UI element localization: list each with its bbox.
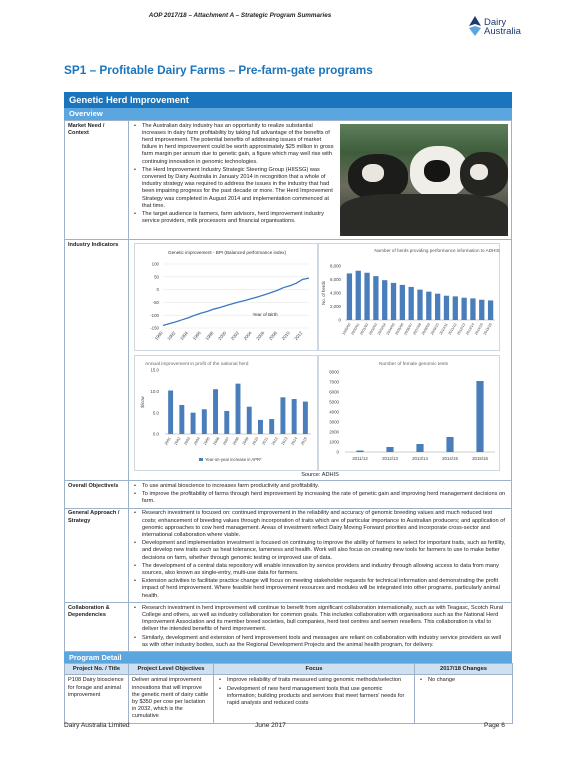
table-row bbox=[65, 675, 513, 723]
x-tick-label: 2012/13 bbox=[456, 322, 467, 336]
y-tick-label: 3000 bbox=[329, 419, 339, 425]
x-tick-label: 2014/15 bbox=[473, 322, 484, 336]
chart-bpi-box bbox=[134, 243, 318, 351]
column-header: Focus bbox=[214, 664, 415, 675]
y-tick-label: 0 bbox=[336, 449, 339, 455]
y-tick-label: 100 bbox=[151, 261, 159, 267]
x-tick-label: 1992 bbox=[166, 329, 177, 341]
program-summary bbox=[64, 92, 512, 724]
y-tick-label: 5.0 bbox=[152, 409, 159, 415]
herds-bar bbox=[470, 298, 475, 320]
y-tick-label: 0 bbox=[156, 286, 159, 292]
objectives-content bbox=[129, 481, 512, 509]
x-tick-label: 2015/16 bbox=[482, 322, 493, 336]
y-tick-label: 10.0 bbox=[150, 388, 159, 394]
y-tick-label: 8,000 bbox=[330, 263, 341, 269]
chart-profit-box bbox=[134, 355, 318, 471]
x-tick-label: 2014/15 bbox=[442, 455, 458, 461]
x-tick-label: 2012 bbox=[271, 436, 279, 446]
column-header: Project Level Objectives bbox=[129, 664, 214, 675]
profit-bar bbox=[247, 406, 252, 433]
genomic-test-bar bbox=[386, 447, 393, 452]
approach-list bbox=[132, 510, 508, 599]
genomic-test-bar bbox=[476, 381, 483, 452]
y-axis-title: $/cow bbox=[140, 395, 145, 408]
genomic-test-bar bbox=[356, 450, 363, 452]
y-tick-label: 8000 bbox=[329, 369, 339, 375]
herds-bar bbox=[373, 276, 378, 320]
y-tick-label: 4,000 bbox=[330, 290, 341, 296]
list-item: • The target audience is farmers, farm advisors, herd improvement industry service providers, milk processors and financial organisations. bbox=[132, 211, 508, 225]
project-title-cell: P108 Dairy bioscience for forage and animal improvement bbox=[65, 675, 129, 723]
collaboration-row bbox=[65, 603, 512, 652]
x-tick-label: 1998 bbox=[204, 329, 215, 341]
profit-bar bbox=[202, 409, 207, 434]
x-tick-label: 2004/05 bbox=[385, 322, 396, 336]
legend-label: Year-on-year increase in APR* bbox=[205, 456, 262, 462]
list-item: • The development of a central data repository will enable innovation by service providers and industry through allowing access to data from many sources, also known as single-entry, multi-use data for farmers. bbox=[132, 563, 508, 577]
herds-bar bbox=[417, 289, 422, 319]
y-tick-label: -100 bbox=[150, 312, 159, 318]
list-item: • Research investment in herd improvement will continue to benefit from significant collaboration internationally, such as with Teagasc, Scotch Rural College and others, as well as industry collaboration for common goals. This includes collaboration with organisations such as the National Herd Improvement Association and its member breed societies, bull companies, herd test centres and semen resellers. This collaboration is vital to deliver the intended benefits of herd improvement. bbox=[132, 605, 508, 634]
logo-mark-icon bbox=[468, 16, 482, 36]
genomic-test-bar bbox=[416, 444, 423, 452]
x-tick-label: 2004 bbox=[242, 329, 253, 341]
footer-org: Dairy Australia Limited bbox=[64, 722, 130, 729]
x-tick-label: 2001/02 bbox=[359, 322, 370, 336]
list-item: • No change bbox=[418, 677, 509, 684]
x-tick-label: 2012 bbox=[293, 329, 304, 341]
market-need-row bbox=[65, 121, 512, 240]
project-focus-cell bbox=[214, 675, 415, 723]
x-tick-label: 2000/01 bbox=[350, 322, 361, 336]
list-item: • Improve reliability of traits measured using genomic methods/selection bbox=[217, 677, 411, 684]
x-tick-label: 2010 bbox=[280, 329, 291, 341]
x-tick-label: 2010/11 bbox=[438, 322, 449, 336]
profit-bar bbox=[236, 383, 241, 433]
herds-bar bbox=[488, 300, 493, 320]
x-tick-label: 2014 bbox=[290, 436, 299, 446]
objectives-row bbox=[65, 481, 512, 509]
list-item: • Research investment is focused on: continued improvement in the reliability and accuracy of genomic breeding values and much reduced test costs; enhancement of breeding values through incorporation of traits which are of particular importance to Australian producers; and application of genomic approaches to cow herd management. Areas of investment reflect Dairy Moving Forward priorities and incorporate cross-sector and international collaboration where viable. bbox=[132, 510, 508, 539]
profit-bar bbox=[292, 399, 297, 434]
herds-bar bbox=[364, 272, 369, 319]
document-header-title: AOP 2017/18 – Attachment A – Strategic Program Summaries bbox=[148, 12, 332, 19]
y-tick-label: 2000 bbox=[329, 429, 339, 435]
x-tick-label: 2003 bbox=[183, 436, 192, 446]
x-tick-label: 2009/10 bbox=[429, 322, 440, 336]
y-tick-label: 6000 bbox=[329, 389, 339, 395]
y-tick-label: 6,000 bbox=[330, 276, 341, 282]
y-tick-label: 2,000 bbox=[330, 303, 341, 309]
herds-bar bbox=[453, 296, 458, 320]
herds-bar bbox=[391, 282, 396, 319]
x-tick-label: 2000 bbox=[217, 329, 228, 341]
herds-bar bbox=[435, 293, 440, 319]
list-item: • To use animal bioscience to increases farm productivity and profitability. bbox=[132, 483, 508, 490]
y-tick-label: -150 bbox=[150, 325, 159, 331]
industry-indicators-content bbox=[129, 240, 512, 481]
list-item: • Development and implementation investment is focused on continuing to improve the ability of farmers to select for important traits, such as fertility, and develop new traits such as heat tolerance, lameness and health. Work will also focus on creating new tools for farmers to use to make better decisions on farm, whether through genomic testing or improved use of data. bbox=[132, 540, 508, 562]
profit-bar bbox=[179, 404, 184, 433]
x-tick-label: 2009 bbox=[241, 436, 250, 446]
profit-bar bbox=[224, 410, 229, 433]
x-tick-label: 2005 bbox=[202, 436, 211, 446]
x-tick-label: 2001 bbox=[164, 436, 172, 446]
x-tick-label: 1994 bbox=[179, 329, 190, 341]
list-item: • Extension activities to facilitate practice change will focus on meeting stakeholder requests for technical information and demonstrating the profit impact of herd improvement. Where feasible herd improvement resources and modules will be integrated into other programs, particularly animal health. bbox=[132, 578, 508, 600]
collaboration-content bbox=[129, 603, 512, 652]
x-tick-label: 2008 bbox=[232, 436, 240, 446]
profit-bar bbox=[213, 389, 218, 434]
x-tick-label: 2003/04 bbox=[376, 322, 387, 336]
program-detail-band: Program Detail bbox=[64, 652, 512, 663]
industry-indicators-row bbox=[65, 240, 512, 481]
y-tick-label: 1000 bbox=[329, 439, 339, 445]
x-tick-label: 2006 bbox=[212, 436, 221, 446]
genomic-test-bar bbox=[446, 437, 453, 452]
market-need-list bbox=[132, 123, 508, 226]
profit-bar bbox=[191, 412, 196, 433]
x-tick-label: 1990 bbox=[153, 329, 164, 341]
x-tick-label: 2006 bbox=[255, 329, 266, 341]
x-tick-label: 2012/13 bbox=[382, 455, 398, 461]
chart-herds-box bbox=[318, 243, 500, 351]
bpi-series-line bbox=[163, 278, 309, 325]
x-tick-label: 2015/16 bbox=[472, 455, 488, 461]
approach-label: General Approach / Strategy bbox=[65, 508, 129, 602]
footer-page: Page 6 bbox=[484, 722, 505, 729]
y-tick-label: -50 bbox=[152, 299, 159, 305]
x-tick-label: 2011/12 bbox=[352, 455, 368, 461]
focus-list bbox=[217, 677, 411, 707]
herds-bar bbox=[479, 299, 484, 319]
profit-bar bbox=[168, 390, 173, 434]
dairy-australia-logo bbox=[468, 16, 538, 40]
chart-title: Annual improvement in profit of the national herd bbox=[145, 361, 249, 367]
x-tick-label: 2005/06 bbox=[394, 322, 405, 336]
table-header-row bbox=[65, 664, 513, 675]
industry-indicators-label: Industry Indicators bbox=[65, 240, 129, 481]
y-tick-label: 0.0 bbox=[152, 431, 159, 437]
x-tick-label: 2004 bbox=[193, 436, 201, 446]
logo-line-2: Australia bbox=[484, 26, 521, 37]
objectives-list bbox=[132, 483, 508, 506]
x-tick-label: 2013 bbox=[280, 436, 289, 446]
x-tick-label: 2007/08 bbox=[412, 322, 423, 336]
profit-bar bbox=[258, 419, 263, 433]
list-item: • The Australian dairy industry has an opportunity to realize substantial increases in dairy farm profitability by taking full advantage of the benefits of herd improvement. The potential benefits of addressing issues of market failure in herd improvement could be worth approximately $25 million in gross farm margin per annum due to genetic gain, a figure which may well rise with continuing innovation in genomic technologies. bbox=[132, 123, 508, 166]
collaboration-list bbox=[132, 605, 508, 649]
collaboration-label: Collaboration & Dependencies bbox=[65, 603, 129, 652]
project-changes-cell bbox=[415, 675, 513, 723]
herds-bar bbox=[409, 286, 414, 319]
list-item: • Similarly, development and extension of herd improvement tools and messages are reliant on collaboration with industry service providers as well as with other industry bodies, such as the Regional Development Projects and the animal health program, for delivery. bbox=[132, 635, 508, 649]
x-tick-label: 2008 bbox=[267, 329, 279, 341]
profit-bar bbox=[269, 419, 274, 434]
logo-text bbox=[484, 18, 521, 36]
approach-content bbox=[129, 508, 512, 602]
list-item: • Development of new herd management tools that use genomic information; building products and services that meet farmers' needs for rapid analysis and reduced costs bbox=[217, 686, 411, 708]
chart-title: Genetic improvement - BPI (Balanced performance index) bbox=[168, 249, 286, 255]
project-objectives-cell: Deliver animal improvement innovations that will improve the genetic merit of dairy cattle by $350 per cow per lactation in 2032, which is the cumulative bbox=[129, 675, 214, 723]
chart-genomic-box bbox=[318, 355, 500, 471]
herds-bar bbox=[400, 284, 405, 319]
x-tick-label: 2002 bbox=[173, 436, 182, 446]
indicator-charts bbox=[134, 243, 500, 471]
herds-bar bbox=[426, 291, 431, 319]
changes-list bbox=[418, 677, 509, 684]
x-tick-label: 2013/14 bbox=[412, 455, 428, 461]
column-header: 2017/18 Changes bbox=[415, 664, 513, 675]
profit-bar bbox=[303, 401, 308, 433]
y-tick-label: 50 bbox=[154, 273, 159, 279]
herds-bar bbox=[444, 295, 449, 319]
legend-swatch bbox=[199, 458, 203, 461]
x-axis-title: Year of Birth bbox=[252, 311, 278, 317]
y-tick-label: 15.0 bbox=[150, 367, 159, 373]
x-tick-label: 2002 bbox=[229, 329, 240, 341]
chart-profit bbox=[135, 356, 319, 472]
x-tick-label: 2006/07 bbox=[403, 322, 414, 336]
x-tick-label: 2002/03 bbox=[368, 322, 379, 336]
overview-band: Overview bbox=[64, 108, 512, 120]
objectives-label: Overall Objective/s bbox=[65, 481, 129, 509]
x-tick-label: 2008/09 bbox=[421, 322, 432, 336]
x-tick-label: 2010 bbox=[251, 436, 260, 446]
x-tick-label: 2011 bbox=[261, 436, 270, 446]
x-tick-label: 2015 bbox=[300, 436, 308, 446]
x-tick-label: 1999/00 bbox=[341, 322, 352, 336]
herds-bar bbox=[382, 280, 387, 320]
column-header: Project No. / Title bbox=[65, 664, 129, 675]
herds-bar bbox=[347, 273, 352, 320]
logo-line-1: Dairy bbox=[484, 17, 507, 28]
list-item: • The Herd Improvement Industry Strategic Steering Group (HIISSG) was convened by Dairy Australia in January 2014 in recognition that a whole of industry strategy was required to address the issues in the industry that had been impairing progress for the past decade or more. The Herd Improvement Strategy was completed in August 2014 and implementation commenced at that time. bbox=[132, 167, 508, 210]
chart-herds bbox=[319, 244, 501, 352]
market-need-content bbox=[129, 121, 512, 240]
x-tick-label: 2013/14 bbox=[465, 322, 476, 336]
y-tick-label: 5000 bbox=[329, 399, 339, 405]
market-need-label: Market Need / Context bbox=[65, 121, 129, 240]
approach-row bbox=[65, 508, 512, 602]
chart-bpi bbox=[135, 244, 319, 352]
chart-title: Number of herds providing performance information to ADHIS bbox=[374, 247, 500, 253]
x-tick-label: 1996 bbox=[191, 329, 202, 341]
list-item: • To improve the profitability of farms through herd improvement by increasing the rate of genetic gain and improving herd management decisions on farm. bbox=[132, 491, 508, 505]
herds-bar bbox=[356, 270, 361, 319]
herds-bar bbox=[461, 297, 466, 319]
y-tick-label: 4000 bbox=[329, 409, 339, 415]
program-detail-table bbox=[64, 663, 513, 723]
x-tick-label: 2011/12 bbox=[447, 322, 458, 336]
x-tick-label: 2007 bbox=[222, 436, 231, 446]
page-title: SP1 – Profitable Dairy Farms – Pre-farm-gate programs bbox=[64, 63, 373, 77]
chart-genomic bbox=[319, 356, 501, 472]
section-title: Genetic Herd Improvement bbox=[64, 92, 512, 108]
footer-date: June 2017 bbox=[255, 722, 286, 729]
y-tick-label: 7000 bbox=[329, 379, 339, 385]
profit-bar bbox=[280, 397, 285, 434]
y-axis-title: No. of herds bbox=[321, 280, 326, 305]
chart-title: Number of female genomic tests bbox=[379, 361, 449, 367]
overview-table bbox=[64, 120, 512, 652]
chart-source: Source: ADHIS bbox=[301, 471, 339, 478]
y-tick-label: 0 bbox=[338, 317, 341, 323]
